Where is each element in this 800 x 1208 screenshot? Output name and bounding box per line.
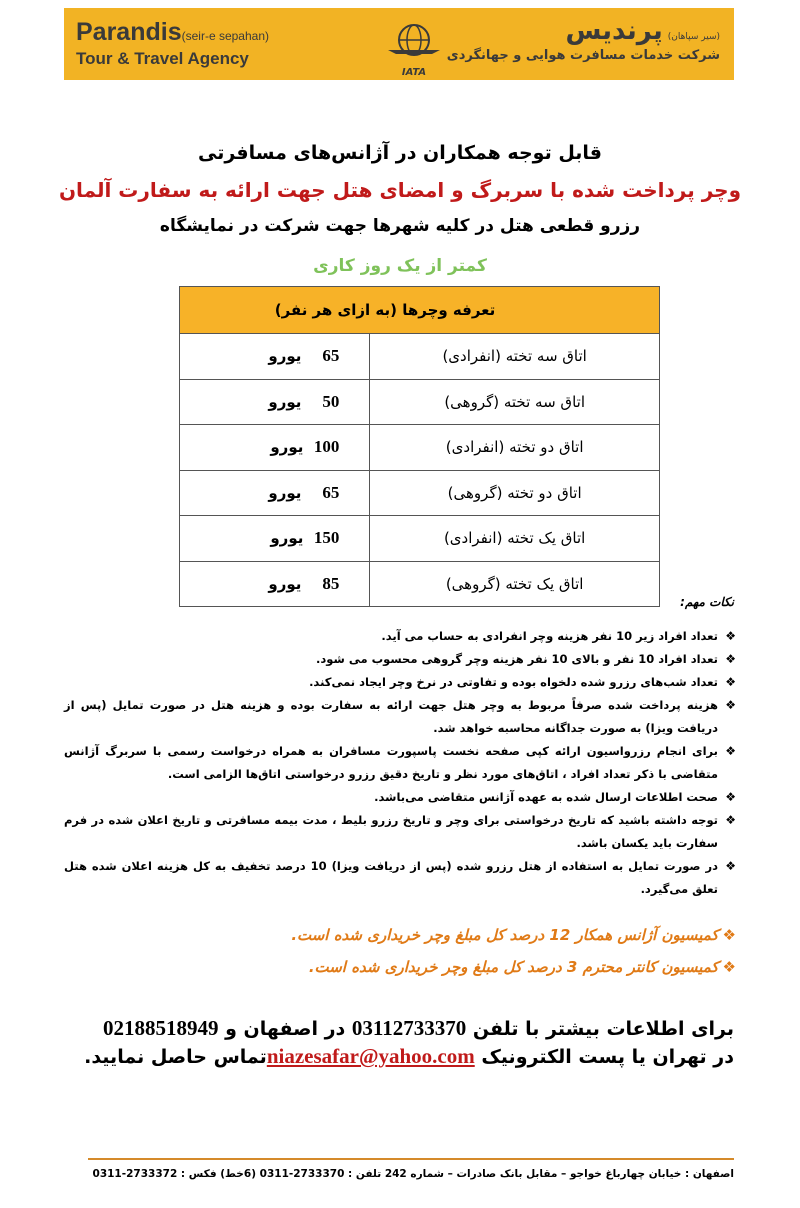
iata-logo-text: IATA (401, 67, 427, 78)
table-row (180, 470, 660, 516)
brand-subtitle-en: (seir-e sepahan) (181, 29, 269, 43)
table-row (180, 425, 660, 471)
phone-tehran: 02188518949 (103, 1016, 219, 1040)
contact-line-2: در تهران یا پست الکترونیک niazesafar@yahoo.comتماس حاصل نمایید. (84, 1044, 734, 1068)
footer-address: اصفهان : خیابان چهارباغ خواجو – مقابل بانک صادرات – شماره 242 تلفن : 2733370-0311 (6خط) فکس : 2733372-0311 (92, 1168, 734, 1180)
diamond-bullet-icon: ❖ (725, 859, 736, 873)
room-price: 85 یورو (180, 561, 370, 607)
list-item: ❖ برای انجام رزرواسیون ارائه کپی صفحه نخست پاسپورت مسافران به همراه درخواست رسمی با سربرگ آژانس متقاضی با ذکر تعداد افراد ، اتاق‌های مورد نظر و تاریخ دقیق رزرو درخواستی اتاق‌ها الزامی است. (64, 740, 736, 786)
table-row (180, 561, 660, 607)
diamond-bullet-icon: ❖ (722, 926, 736, 944)
notes-title: نکات مهم: (680, 595, 734, 609)
room-price: 65 یورو (180, 470, 370, 516)
header-banner (64, 8, 734, 80)
diamond-bullet-icon: ❖ (725, 790, 736, 804)
room-price: 150 یورو (180, 516, 370, 562)
contact-line-1: برای اطلاعات بیشتر با تلفن 03112733370 در اصفهان و 02188518949 (103, 1016, 734, 1040)
room-type: اتاق یک تخته (گروهی) (370, 561, 660, 607)
room-type: اتاق یک تخته (انفرادی) (370, 516, 660, 562)
room-price: 100 یورو (180, 425, 370, 471)
list-item: ❖ هزینه پرداخت شده صرفاً مربوط به وچر هتل جهت ارائه به سفارت بوده و هزینه هتل در صورت تمایل (پس از دریافت ویزا) به صورت جداگانه محاسبه خواهد شد. (64, 694, 736, 740)
commission-counter: ❖کمیسیون کانتر محترم 3 درصد کل مبلغ وچر خریداری شده است. (308, 958, 736, 976)
list-item: ❖ در صورت تمایل به استفاده از هتل رزرو شده (پس از دریافت ویزا) 10 درصد تخفیف به کل هزینه اعلان شده هتل تعلق می‌گیرد. (64, 855, 736, 901)
brand-name-fa: پرندیس (565, 16, 663, 46)
heading-notice: قابل توجه همکاران در آژانس‌های مسافرتی (198, 142, 602, 164)
table-row (180, 379, 660, 425)
iata-logo (386, 20, 442, 78)
commission-agency: ❖کمیسیون آژانس همکار 12 درصد کل مبلغ وچر خریداری شده است. (291, 926, 736, 944)
list-item: ❖ توجه داشته باشید که تاریخ درخواستی برای وچر و تاریخ رزرو بلیط ، مدت بیمه مسافرتی و تاریخ اعلان شده در فرم سفارت باید یکسان باشد. (64, 809, 736, 855)
diamond-bullet-icon: ❖ (725, 675, 736, 689)
diamond-bullet-icon: ❖ (725, 629, 736, 643)
room-type: اتاق دو تخته (انفرادی) (370, 425, 660, 471)
globe-plane-icon (386, 20, 442, 64)
services-fa: شرکت خدمات مسافرت هوایی و جهانگردی (446, 48, 720, 63)
heading-voucher: وچر پرداخت شده با سربرگ و امضای هتل جهت ارائه به سفارت آلمان (58, 178, 741, 202)
diamond-bullet-icon: ❖ (725, 813, 736, 827)
list-item: ❖ تعداد شب‌های رزرو شده دلخواه بوده و تفاوتی در نرخ وچر ایجاد نمی‌کند. (64, 671, 736, 694)
brand-english (76, 18, 269, 69)
email-link[interactable]: niazesafar@yahoo.com (266, 1044, 475, 1068)
agency-name-en: Tour & Travel Agency (76, 49, 249, 68)
table-row (180, 516, 660, 562)
table-row (180, 334, 660, 380)
list-item: ❖ تعداد افراد 10 نفر و بالای 10 نفر هزینه وچر گروهی محسوب می شود. (64, 648, 736, 671)
phone-isfahan: 03112733370 (351, 1016, 467, 1040)
room-type: اتاق دو تخته (گروهی) (370, 470, 660, 516)
diamond-bullet-icon: ❖ (725, 652, 736, 666)
room-type: اتاق سه تخته (انفرادی) (370, 334, 660, 380)
tariff-title: تعرفه وچرها (به ازای هر نفر) (180, 287, 660, 334)
diamond-bullet-icon: ❖ (722, 958, 736, 976)
tariff-header-row (180, 287, 660, 334)
room-price: 50 یورو (180, 379, 370, 425)
list-item: ❖ تعداد افراد زیر 10 نفر هزینه وچر انفرادی به حساب می آید. (64, 625, 736, 648)
tariff-table (179, 286, 660, 607)
diamond-bullet-icon: ❖ (725, 698, 736, 712)
room-type: اتاق سه تخته (گروهی) (370, 379, 660, 425)
list-item: ❖ صحت اطلاعات ارسال شده به عهده آژانس متقاضی می‌باشد. (64, 786, 736, 809)
heading-time: کمتر از یک روز کاری (313, 256, 487, 276)
notes-list (64, 625, 736, 901)
footer-divider (88, 1158, 734, 1160)
brand-subtitle-fa: (سیر سپاهان) (667, 32, 720, 42)
brand-name-en: Parandis (76, 18, 182, 46)
room-price: 65 یورو (180, 334, 370, 380)
diamond-bullet-icon: ❖ (725, 744, 736, 758)
heading-reservation: رزرو قطعی هتل در کلیه شهرها جهت شرکت در نمایشگاه (159, 216, 641, 236)
brand-persian (447, 16, 720, 63)
